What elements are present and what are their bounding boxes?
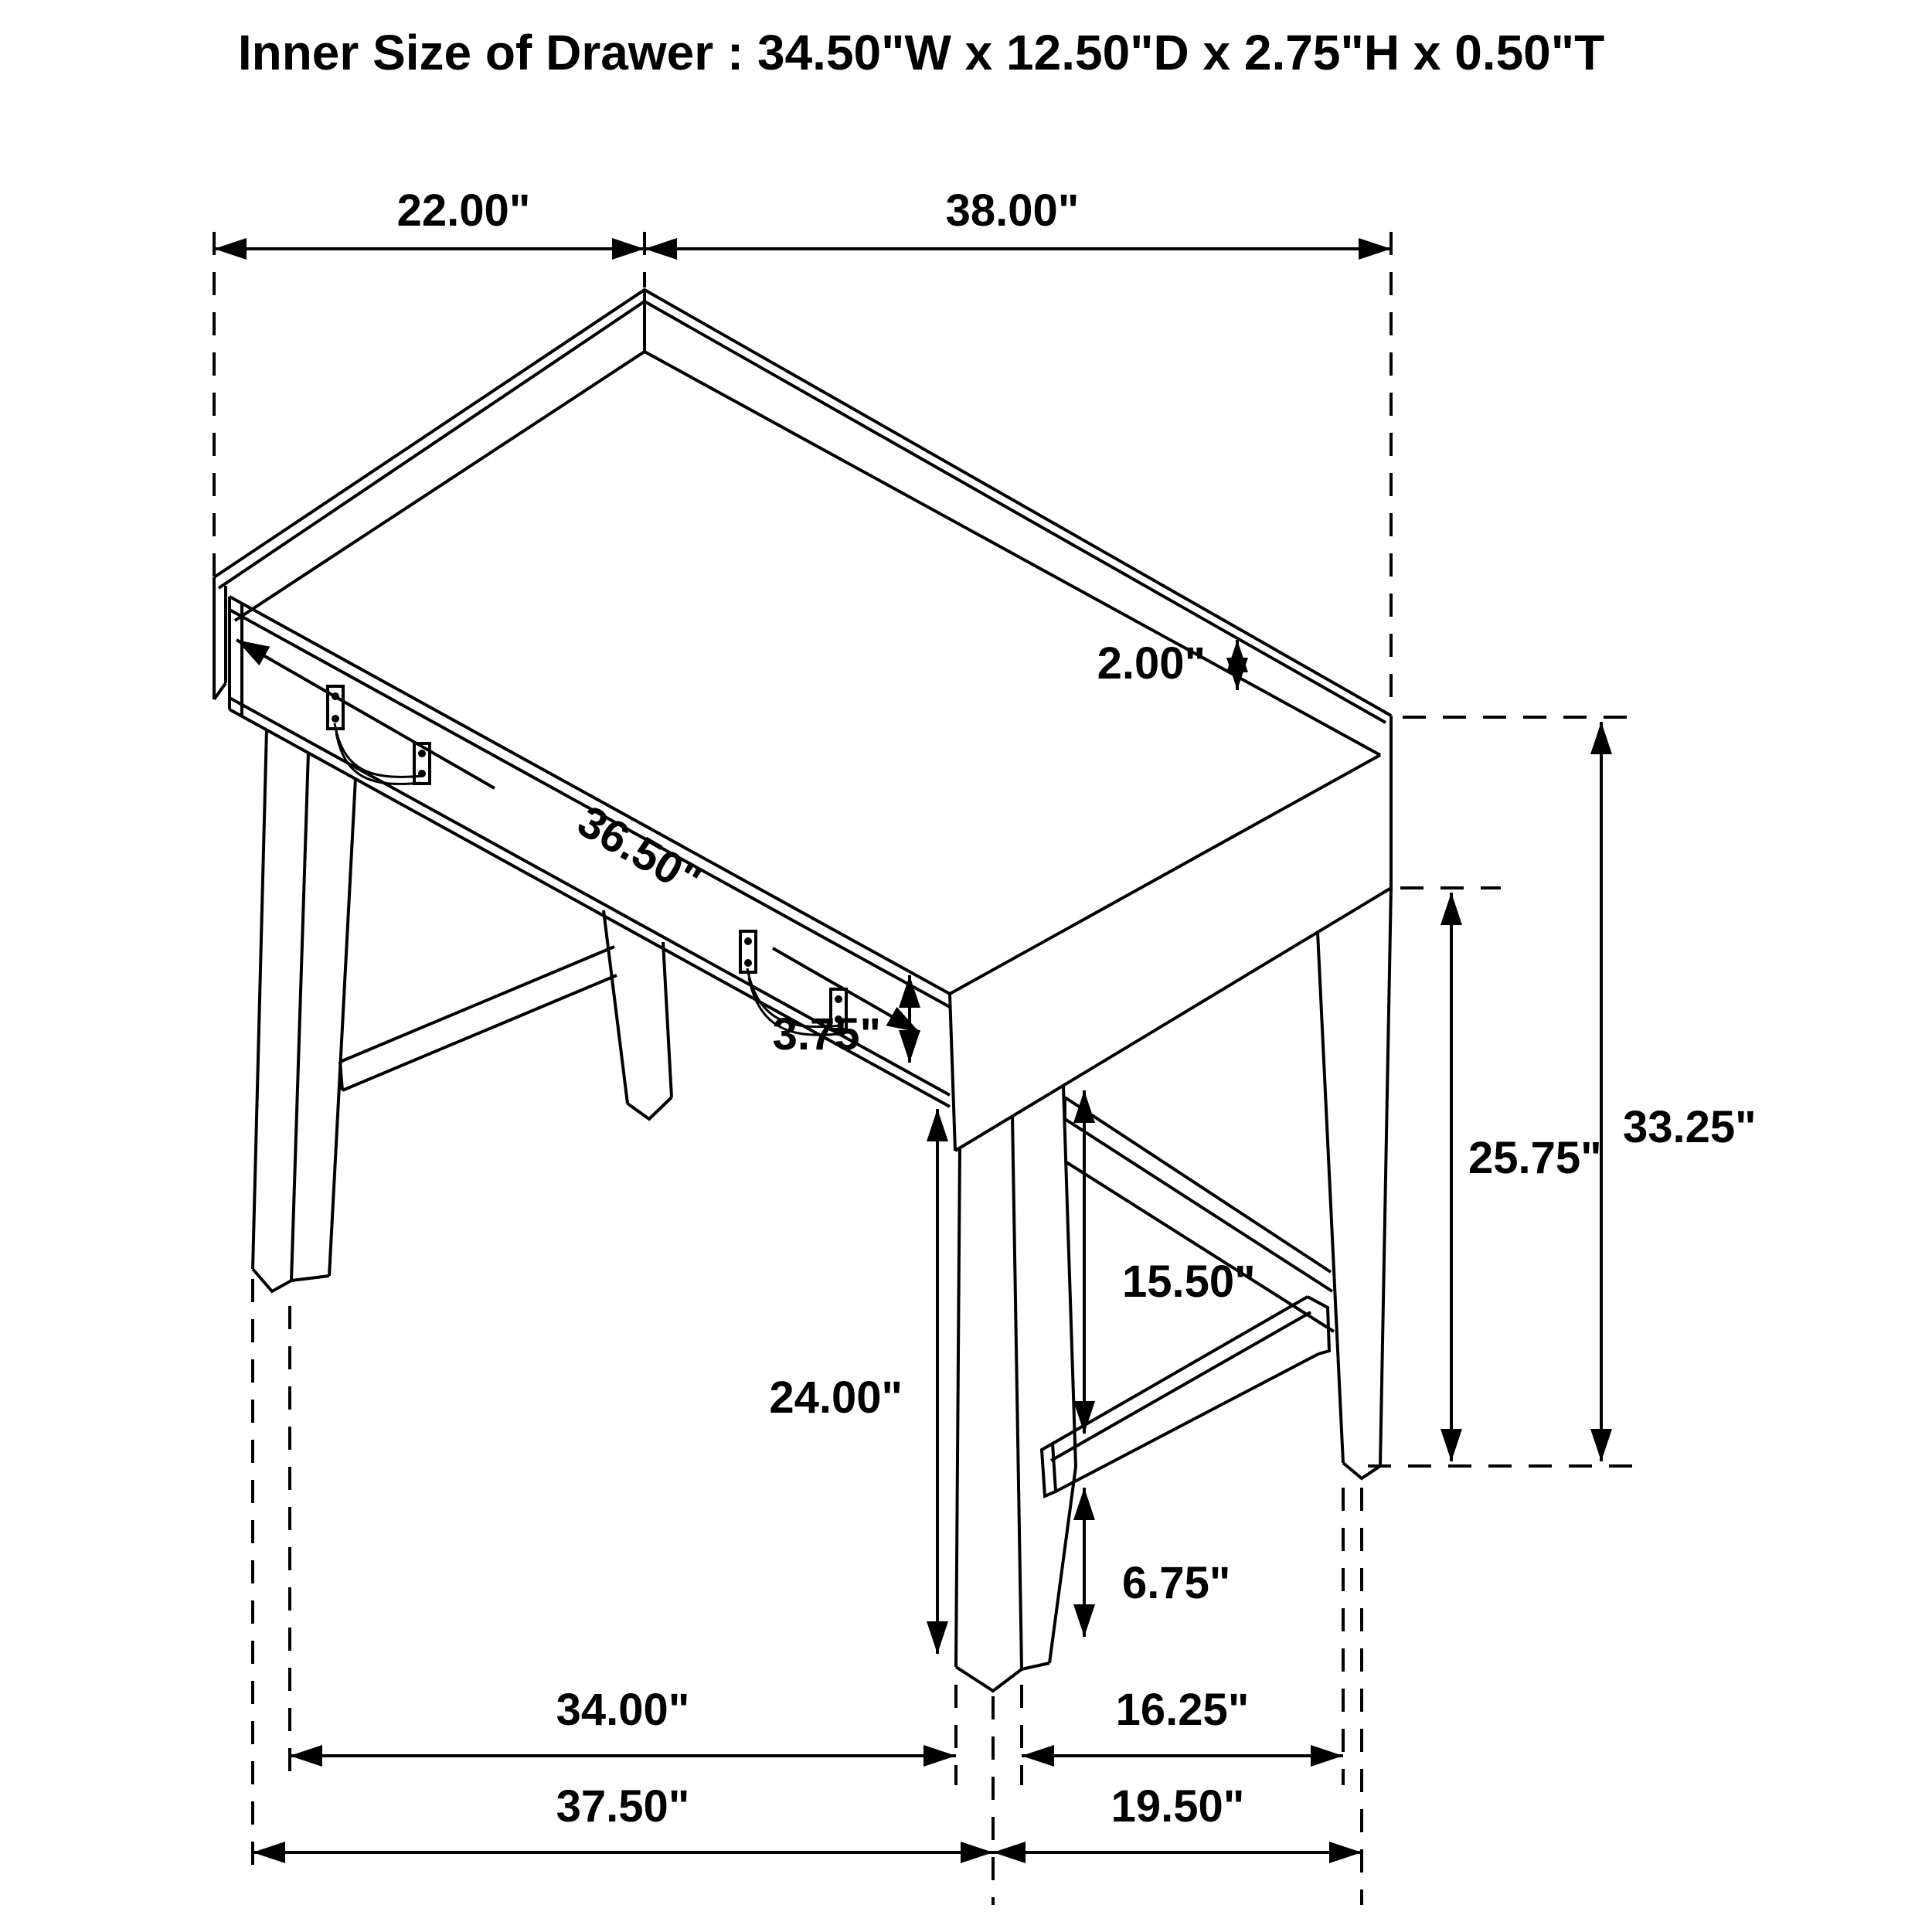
- extension-lines: [214, 232, 1638, 1905]
- drawer-band: [230, 597, 1391, 1151]
- dimension-side-feet-outer: [993, 1781, 1362, 1852]
- rear-right-leg: [1318, 888, 1391, 1478]
- dimension-label: 36.50": [569, 795, 710, 906]
- dimension-feet-span-inner: [290, 1685, 956, 1756]
- dimension-label: 6.75": [1122, 1558, 1231, 1608]
- dimension-drawer-width: [236, 640, 920, 1032]
- dimension-label: 19.50": [1111, 1781, 1245, 1832]
- dimension-stretcher-gap: [1084, 1090, 1256, 1434]
- dimension-top-width: [645, 185, 1391, 249]
- dimension-label: 22.00": [396, 185, 531, 236]
- dimension-top-depth: [214, 185, 645, 249]
- dimension-label: 3.75": [772, 1009, 881, 1060]
- dimension-label: 16.25": [1115, 1685, 1250, 1735]
- dimension-label: 2.00": [1097, 638, 1206, 689]
- rear-left-leg: [604, 910, 672, 1119]
- dimension-label: 15.50": [1122, 1257, 1256, 1307]
- dimension-label: 33.25": [1623, 1102, 1757, 1152]
- dimension-label: 38.00": [945, 185, 1080, 236]
- left-stretcher: [340, 947, 617, 1090]
- desk-drawing: [214, 290, 1391, 1691]
- dimension-label: 34.00": [556, 1685, 690, 1735]
- front-right-leg: [956, 1087, 1076, 1691]
- dimension-apron-floor: [1451, 893, 1602, 1461]
- dimension-knee-clearance: [769, 1109, 937, 1654]
- dimension-overall-height: [1601, 722, 1757, 1461]
- dimension-feet-span-outer: [253, 1781, 993, 1852]
- dimension-label: 25.75": [1468, 1133, 1602, 1183]
- front-left-leg: [253, 730, 355, 1291]
- dimension-label: 37.50": [556, 1781, 690, 1832]
- dimension-stretcher-floor: [1084, 1488, 1230, 1637]
- dimension-label: 24.00": [769, 1372, 903, 1423]
- page-title: Inner Size of Drawer : 34.50"W x 12.50"D x 2.75"H x 0.50"T: [237, 25, 1605, 80]
- dimension-side-feet-inner: [1022, 1685, 1343, 1756]
